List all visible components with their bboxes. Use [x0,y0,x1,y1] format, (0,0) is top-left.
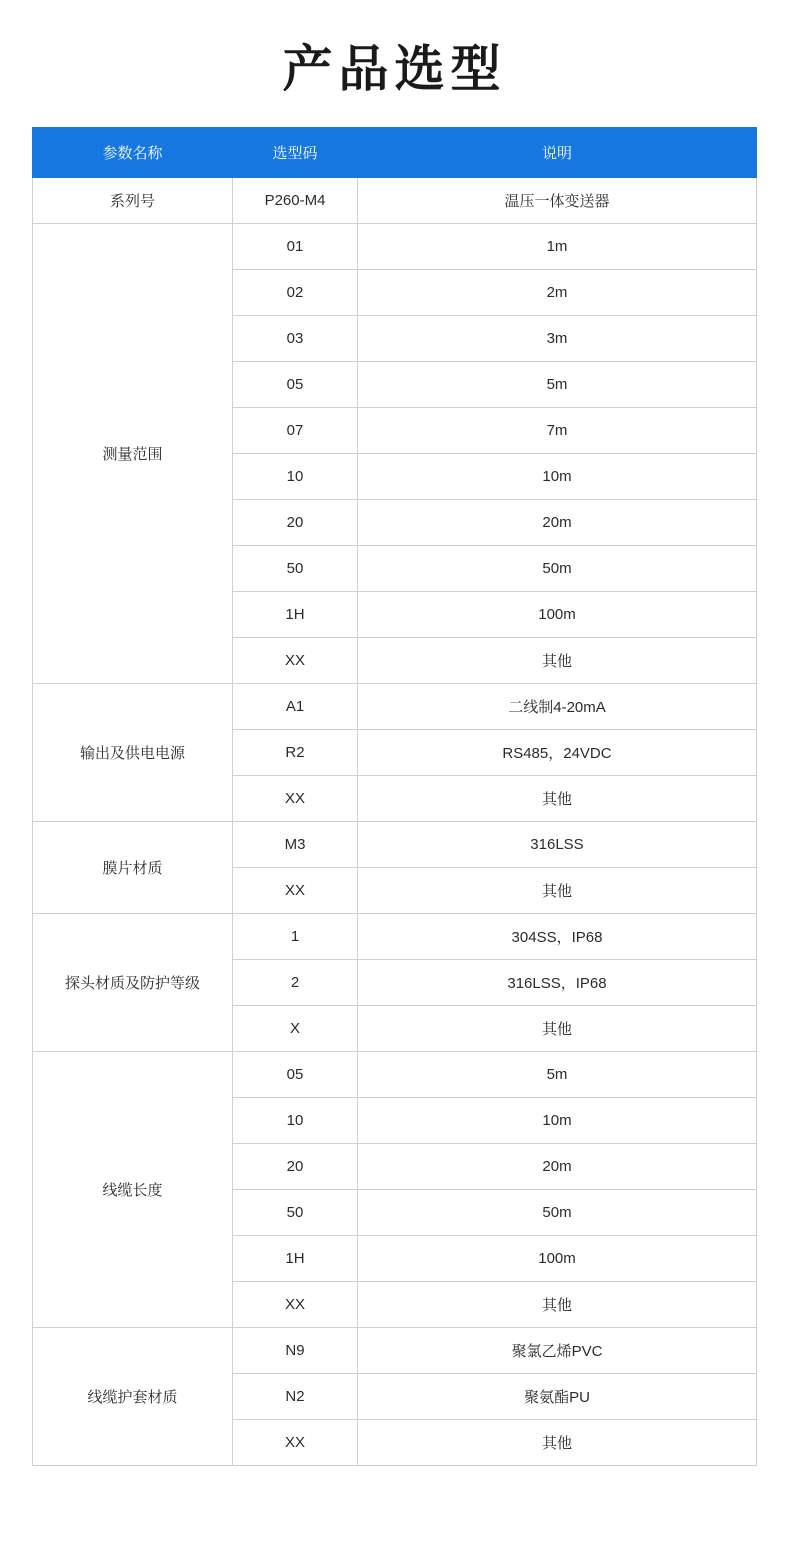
description-cell: 2m [358,270,757,316]
selection-code-cell: A1 [233,684,358,730]
description-cell: 温压一体变送器 [358,178,757,224]
description-cell: 304SS，IP68 [358,914,757,960]
selection-code-cell: 1H [233,1236,358,1282]
description-cell: 7m [358,408,757,454]
description-cell: 5m [358,362,757,408]
selection-code-cell: M3 [233,822,358,868]
selection-code-cell: XX [233,868,358,914]
selection-code-cell: R2 [233,730,358,776]
description-cell: 其他 [358,638,757,684]
column-header-description: 说明 [358,128,757,178]
table-head [33,128,757,178]
selection-code-cell: 03 [233,316,358,362]
selection-code-cell: 50 [233,546,358,592]
selection-code-cell: 01 [233,224,358,270]
parameter-name-cell: 膜片材质 [33,822,233,914]
selection-code-cell: 05 [233,1052,358,1098]
description-cell: 其他 [358,776,757,822]
table-row [33,178,757,224]
selection-code-cell: 20 [233,500,358,546]
selection-code-cell: XX [233,1420,358,1466]
description-cell: 其他 [358,868,757,914]
selection-code-cell: XX [233,638,358,684]
description-cell: 其他 [358,1006,757,1052]
description-cell: 10m [358,1098,757,1144]
description-cell: 其他 [358,1420,757,1466]
selection-code-cell: 10 [233,454,358,500]
table-row [33,822,757,868]
selection-code-cell: N9 [233,1328,358,1374]
product-selection-table [32,127,757,1466]
parameter-name-cell: 系列号 [33,178,233,224]
description-cell: 1m [358,224,757,270]
parameter-name-cell: 线缆护套材质 [33,1328,233,1466]
selection-code-cell: N2 [233,1374,358,1420]
selection-code-cell: 07 [233,408,358,454]
description-cell: 二线制4-20mA [358,684,757,730]
selection-code-cell: XX [233,776,358,822]
table-body [33,178,757,1466]
description-cell: 316LSS，IP68 [358,960,757,1006]
selection-code-cell: 05 [233,362,358,408]
table-row [33,914,757,960]
selection-code-cell: X [233,1006,358,1052]
table-row [33,1052,757,1098]
description-cell: 316LSS [358,822,757,868]
spec-table-container [0,127,789,1466]
selection-code-cell: 1H [233,592,358,638]
selection-code-cell: 2 [233,960,358,1006]
parameter-name-cell: 探头材质及防护等级 [33,914,233,1052]
table-row [33,684,757,730]
table-row [33,224,757,270]
page-title: 产品选型 [282,41,507,97]
description-cell: 5m [358,1052,757,1098]
parameter-name-cell: 线缆长度 [33,1052,233,1328]
column-header-selection-code: 选型码 [233,128,358,178]
description-cell: 聚氯乙烯PVC [358,1328,757,1374]
selection-code-cell: 1 [233,914,358,960]
description-cell: 20m [358,1144,757,1190]
selection-code-cell: 50 [233,1190,358,1236]
description-cell: 100m [358,592,757,638]
selection-code-cell: P260-M4 [233,178,358,224]
selection-code-cell: 20 [233,1144,358,1190]
description-cell: 其他 [358,1282,757,1328]
column-header-parameter-name: 参数名称 [33,128,233,178]
description-cell: 100m [358,1236,757,1282]
parameter-name-cell: 测量范围 [33,224,233,684]
description-cell: 50m [358,1190,757,1236]
selection-code-cell: 10 [233,1098,358,1144]
table-row [33,1328,757,1374]
description-cell: 聚氨酯PU [358,1374,757,1420]
description-cell: RS485，24VDC [358,730,757,776]
selection-code-cell: 02 [233,270,358,316]
description-cell: 3m [358,316,757,362]
description-cell: 20m [358,500,757,546]
selection-code-cell: XX [233,1282,358,1328]
parameter-name-cell: 输出及供电电源 [33,684,233,822]
table-header-row [33,128,757,178]
description-cell: 50m [358,546,757,592]
description-cell: 10m [358,454,757,500]
